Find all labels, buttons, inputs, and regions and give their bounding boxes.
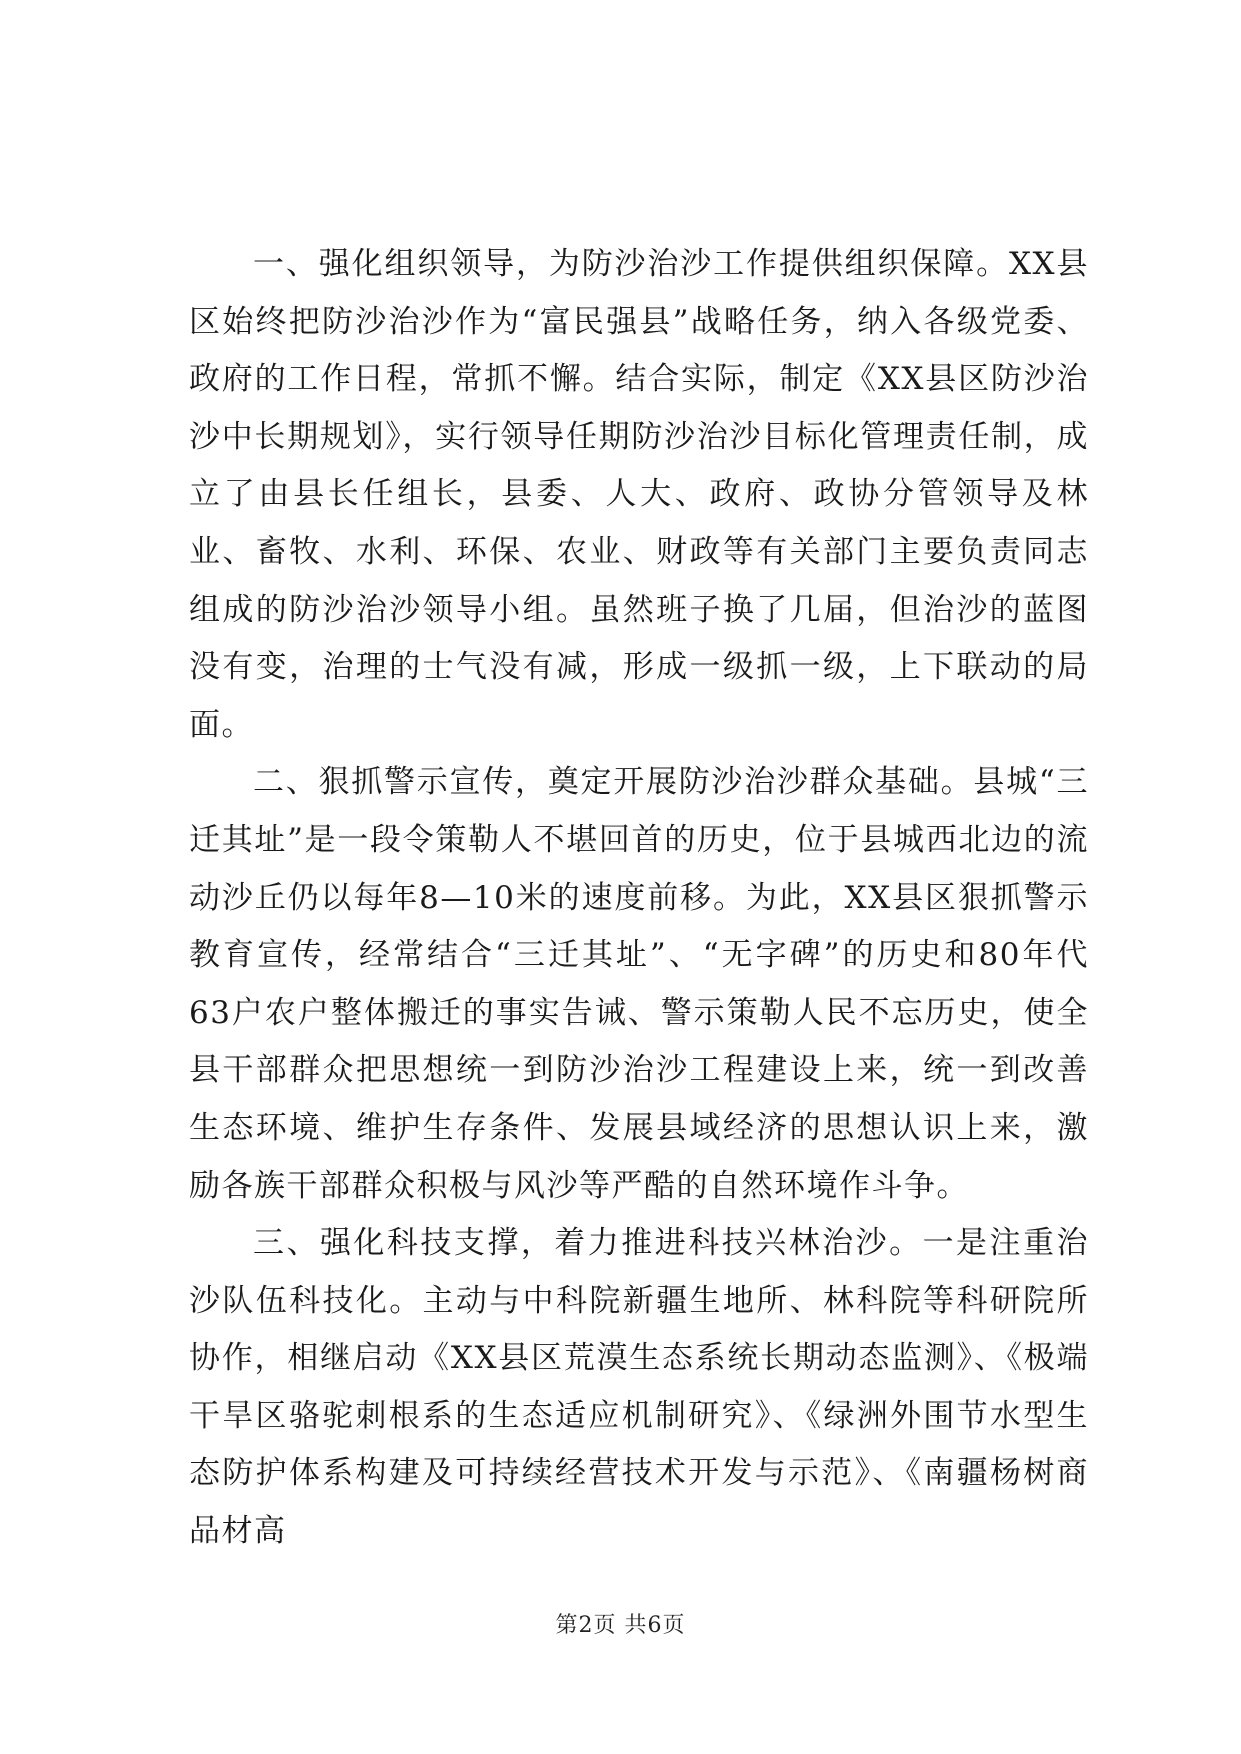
paragraph-3: 三、强化科技支撑，着力推进科技兴林治沙。一是注重治沙队伍科技化。主动与中科院新疆生地所、林科院等科研院所协作，相继启动《XX县区荒漠生态系统长期动态监测》、《极端干旱区骆驼刺根系的生态适应机制研究》、《绿洲外围节水型生态防护体系构建及可持续经营技术开发与示范》、《南疆杨树商品材高 — [189, 1225, 1089, 1550]
paragraph-2: 二、狠抓警示宣传，奠定开展防沙治沙群众基础。县城“三迁其址”是一段令策勒人不堪回首的历史，位于县城西北边的流动沙丘仍以每年8—10米的速度前移。为此，XX县区狠抓警示教育宣传，经常结合“三迁其址”、“无字碑”的历史和80年代63户农户整体搬迁的事实告诫、警示策勒人民不忘历史，使全县干部群众把思想统一到防沙治沙工程建设上来，统一到改善生态环境、维护生存条件、发展县域经济的思想认识上来，激励各族干部群众积极与风沙等严酷的自然环境作斗争。 — [189, 764, 1089, 1204]
page-footer: 第2页 共6页 — [555, 1613, 686, 1638]
paragraph-1: 一、强化组织领导，为防沙治沙工作提供组织保障。XX县区始终把防沙治沙作为“富民强县”战略任务，纳入各级党委、政府的工作日程，常抓不懈。结合实际，制定《XX县区防沙治沙中长期规划》，实行领导任期防沙治沙目标化管理责任制，成立了由县长任组长，县委、人大、政府、政协分管领导及林业、畜牧、水利、环保、农业、财政等有关部门主要负责同志组成的防沙治沙领导小组。虽然班子换了几届，但治沙的蓝图没有变，治理的士气没有减，形成一级抓一级，上下联动的局面。 — [189, 246, 1089, 743]
document-body — [189, 236, 1089, 1561]
